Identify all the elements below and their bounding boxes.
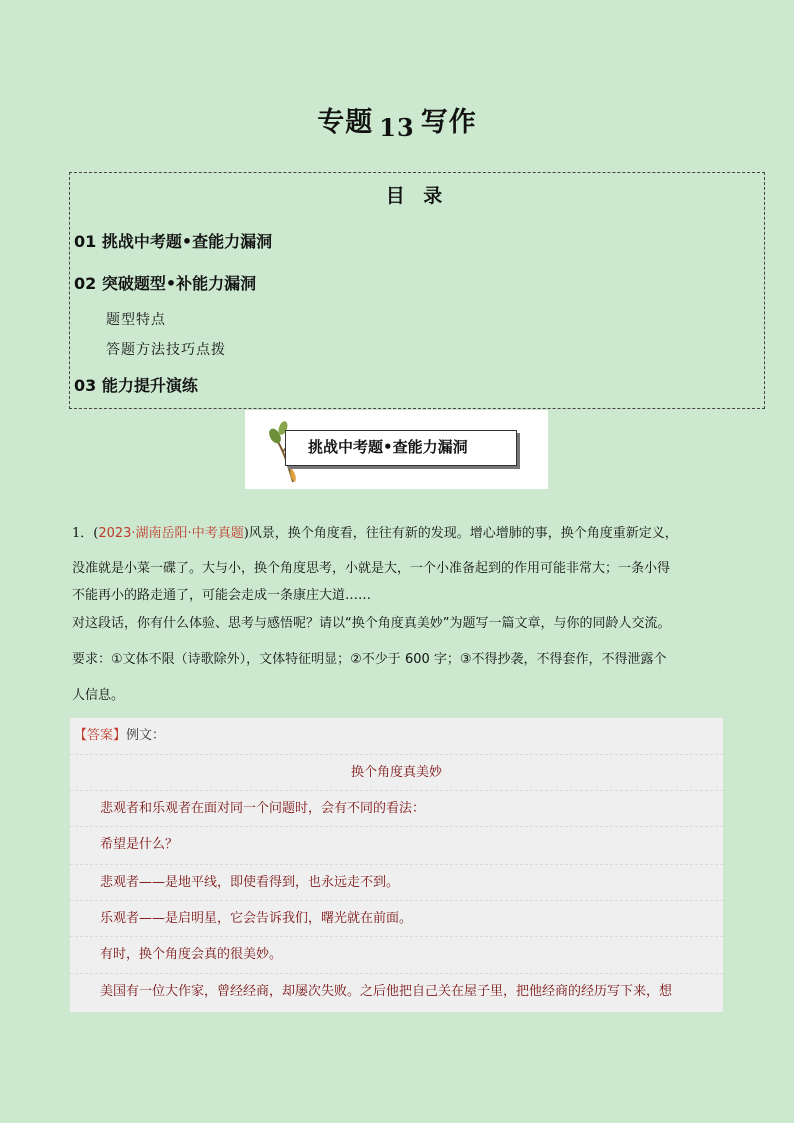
question-source: 2023·湖南岳阳·中考真题 [98,526,244,541]
question-line-1 [72,522,678,541]
question-requirements-cont: 人信息。 [72,688,125,703]
essay-line-3: 悲观者——是地平线，即使看得到，也永远走不到。 [70,864,723,890]
question-line-2: 没准就是小菜一碟了。大与小，换个角度思考，小就是大，一个小准备起到的作用可能非常大；一条小得 [72,561,671,576]
title-suffix: 写作 [420,107,477,138]
table-of-contents [69,172,765,409]
essay-line-2: 希望是什么？ [70,826,723,852]
toc-heading: 目 录 [385,185,449,207]
banner-title: 挑战中考题•查能力漏洞 [285,430,517,466]
question-prompt: 对这段话，你有什么体验、思考与感悟呢？请以“换个角度真美妙”为题写一篇文章，与你的同龄人交流。 [72,616,671,631]
question-text-1: 风景，换个角度看，往往有新的发现。增心增肺的事，换个角度重新定义， [248,526,678,541]
essay-line-1: 悲观者和乐观者在面对同一个问题时，会有不同的看法： [70,790,723,816]
answer-intro: 例文： [126,728,166,743]
essay-line-4: 乐观者——是启明星，它会告诉我们，曙光就在前面。 [70,900,723,926]
toc-item-02[interactable]: 02 突破题型•补能力漏洞 [74,274,257,293]
question-source-close: ) [243,526,249,541]
toc-subitem-features[interactable]: 题型特点 [106,312,166,328]
section-banner [245,410,548,489]
toc-item-01[interactable]: 01 挑战中考题•查能力漏洞 [74,232,273,251]
answer-header [70,724,723,743]
essay-line-5: 有时，换个角度会真的很美妙。 [70,936,723,962]
page-title [0,100,794,142]
toc-subitem-methods[interactable]: 答题方法技巧点拨 [106,342,226,358]
title-number: 13 [379,113,415,142]
question-line-3: 不能再小的路走通了，可能会走成一条康庄大道…… [72,588,372,603]
question-requirements: 要求：①文体不限（诗歌除外），文体特征明显；②不少于 600 字；③不得抄袭，不得套作，不得泄露个 [72,652,667,667]
question-number: 1．( [72,526,99,541]
essay-title: 换个角度真美妙 [70,754,723,780]
toc-item-03[interactable]: 03 能力提升演练 [74,376,198,395]
answer-label: 【答案】 [74,728,127,743]
title-prefix: 专题 [317,107,374,138]
essay-line-6: 美国有一位大作家，曾经经商，却屡次失败。之后他把自己关在屋子里，把他经商的经历写下来，想 [70,973,723,999]
answer-box [70,718,723,1012]
